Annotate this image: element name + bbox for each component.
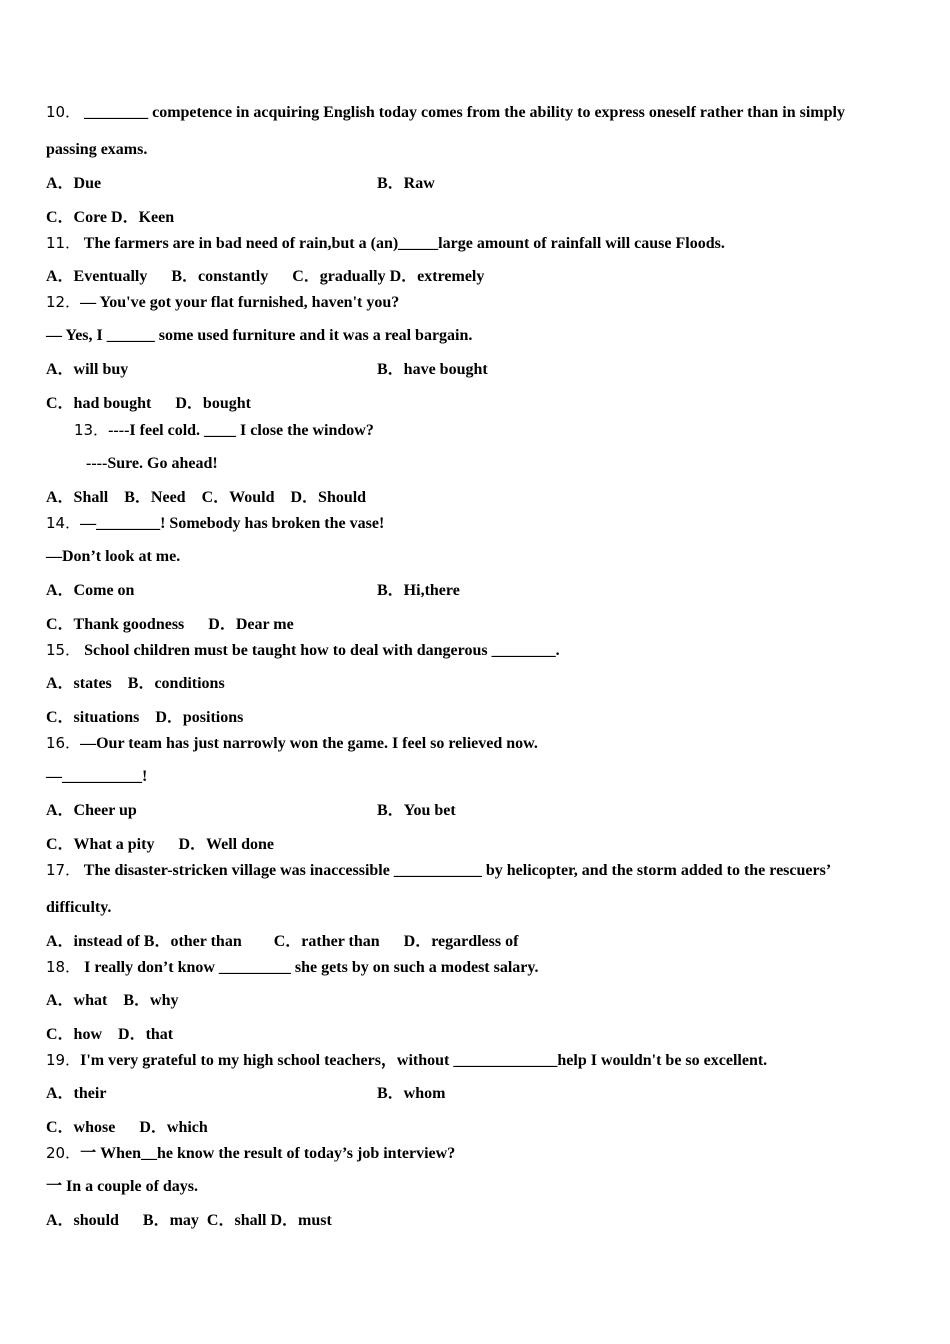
option-a[interactable]: A．their [46, 1085, 107, 1102]
option-row-ab[interactable]: A．states B．conditions [46, 675, 225, 692]
option-row-cd[interactable]: C．how D．that [46, 1026, 174, 1043]
question-12-stem: 12．— You've got your flat furnished, haven't you? [46, 293, 400, 311]
question-17-stem-cont: difficulty. [46, 899, 112, 916]
question-number: 10． [46, 103, 81, 121]
question-10-stem-cont: passing exams. [46, 141, 148, 158]
option-a[interactable]: A．Come on [46, 582, 135, 599]
question-13-stem-cont: ----Sure. Go ahead! [86, 455, 218, 472]
question-14-stem: 14．—________! Somebody has broken the vase! [46, 514, 385, 532]
option-row-abcd[interactable]: A．should B．may C．shall D．must [46, 1212, 332, 1229]
option-b[interactable]: B．You bet [377, 802, 456, 819]
question-16-stem-cont: —__________! [46, 768, 148, 785]
option-a[interactable]: A．Due [46, 175, 102, 192]
option-row-cd[interactable]: C．situations D．positions [46, 709, 244, 726]
question-number: 11． [46, 234, 81, 252]
option-row-abcd[interactable]: A．Eventually B．constantly C．gradually D．extremely [46, 268, 485, 285]
question-10-stem: 10． ________ competence in acquiring English today comes from the ability to express oneself rather than in simply [46, 103, 845, 121]
option-row-cd[interactable]: C．What a pity D．Well done [46, 836, 275, 853]
option-row-cd[interactable]: C．Thank goodness D．Dear me [46, 616, 294, 633]
question-16-stem: 16．—Our team has just narrowly won the game. I feel so relieved now. [46, 734, 538, 752]
option-a[interactable]: A．will buy [46, 361, 129, 378]
option-b[interactable]: B．whom [377, 1085, 446, 1102]
option-row-abcd[interactable]: A．instead of B．other than C．rather than D．regardless of [46, 933, 519, 950]
question-number: 13． [74, 421, 109, 439]
question-20-stem: 20．一 When__he know the result of today’s job interview? [46, 1144, 456, 1162]
option-a[interactable]: A．Cheer up [46, 802, 137, 819]
question-number: 12． [46, 293, 81, 311]
question-number: 20． [46, 1144, 81, 1162]
question-number: 18． [46, 958, 81, 976]
option-b[interactable]: B．Raw [377, 175, 435, 192]
question-19-stem: 19．I'm very grateful to my high school teachers，without _____________help I wouldn't be so excellent. [46, 1051, 768, 1069]
option-b[interactable]: B．have bought [377, 361, 488, 378]
question-number: 16． [46, 734, 81, 752]
question-17-stem: 17． The disaster-stricken village was inaccessible ___________ by helicopter, and the storm added to the rescuers’ [46, 861, 832, 879]
option-b[interactable]: B．Hi,there [377, 582, 460, 599]
question-number: 15． [46, 641, 81, 659]
question-14-stem-cont: —Don’t look at me. [46, 548, 181, 565]
option-row-cd[interactable]: C．whose D．which [46, 1119, 208, 1136]
question-15-stem: 15． School children must be taught how to deal with dangerous ________. [46, 641, 560, 659]
question-13-stem: 13．----I feel cold. ____ I close the window? [74, 421, 374, 439]
question-number: 14． [46, 514, 81, 532]
question-11-stem: 11． The farmers are in bad need of rain,but a (an)_____large amount of rainfall will cause Floods. [46, 234, 725, 252]
option-row-abcd[interactable]: A．Shall B．Need C．Would D．Should [46, 489, 367, 506]
question-number: 17． [46, 861, 81, 879]
option-row-cd[interactable]: C．Core D．Keen [46, 209, 175, 226]
option-row-cd[interactable]: C．had bought D．bought [46, 395, 251, 412]
question-12-stem-cont: — Yes, I ______ some used furniture and it was a real bargain. [46, 327, 473, 344]
question-18-stem: 18． I really don’t know _________ she gets by on such a modest salary. [46, 958, 539, 976]
option-row-ab[interactable]: A．what B．why [46, 992, 179, 1009]
question-number: 19． [46, 1051, 81, 1069]
question-20-stem-cont: 一 In a couple of days. [46, 1178, 199, 1195]
